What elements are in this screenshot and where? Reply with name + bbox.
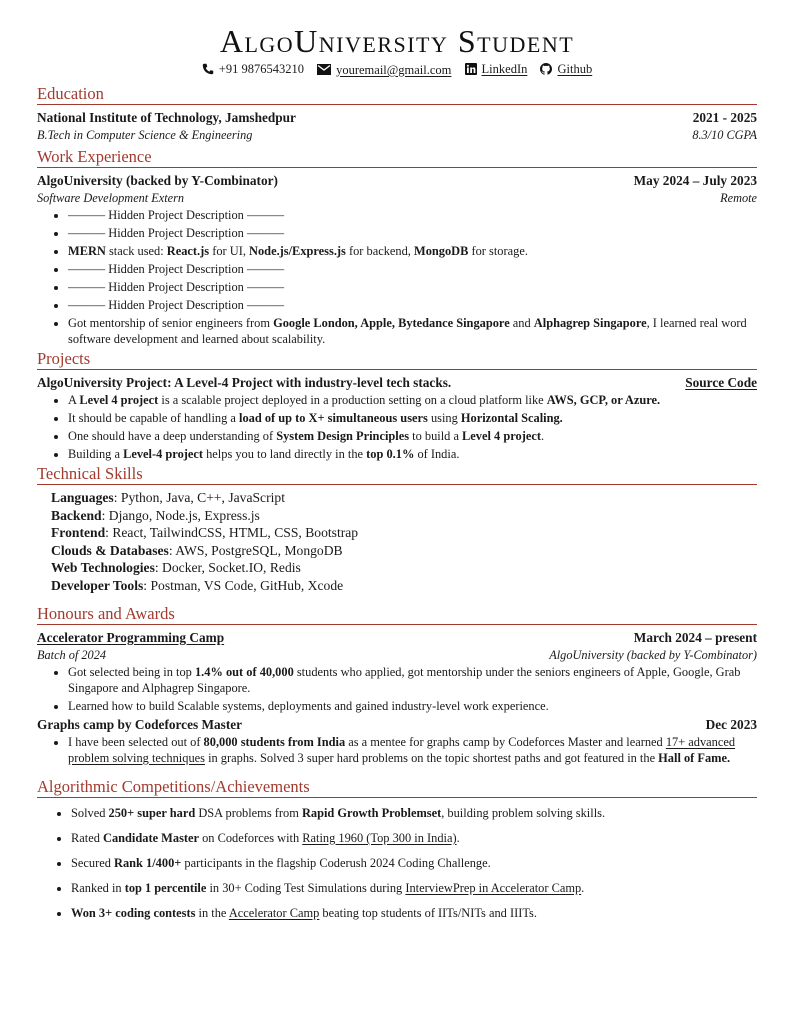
phone-icon bbox=[202, 63, 214, 75]
github-icon bbox=[540, 63, 552, 75]
text: Got mentorship of senior engineers from bbox=[68, 316, 274, 330]
bold-text: Level 4 project bbox=[79, 393, 159, 407]
bold-text: MERN bbox=[68, 244, 106, 258]
grade: 8.3/10 CGPA bbox=[692, 128, 757, 142]
list-item: • Learned how to build Scalable systems, deployments and gained industry-level work experience. bbox=[68, 698, 757, 714]
skill-value: : Python, Java, C++, JavaScript bbox=[113, 490, 285, 505]
text: of India. bbox=[414, 447, 460, 461]
skill-value: : Docker, Socket.IO, Redis bbox=[154, 560, 301, 576]
envelope-icon bbox=[317, 64, 331, 75]
bold-text: Rank 1/400+ bbox=[114, 855, 182, 870]
list-item: • ——— Hidden Project Description ——— bbox=[68, 261, 757, 277]
text: using bbox=[427, 411, 461, 425]
section-title: Education bbox=[37, 85, 757, 105]
candidate-name: AlgoUniversity Student bbox=[219, 23, 575, 59]
text: Got selected being in top bbox=[68, 664, 195, 679]
role: Software Development Extern bbox=[37, 191, 185, 205]
skill-row bbox=[51, 577, 757, 595]
bold-text: MongoDB bbox=[414, 244, 469, 258]
text: helps you to land directly in the bbox=[203, 447, 367, 461]
skill-row bbox=[51, 489, 757, 507]
text: students who applied, got mentorship under the seniors engineers of Apple, Google, Grab Singapore and Alphagrep Singapore. bbox=[68, 664, 741, 695]
algo-bullets bbox=[37, 802, 757, 921]
techniques-link[interactable]: 17+ advanced problem solving techniques bbox=[68, 734, 736, 765]
skill-row bbox=[51, 524, 757, 542]
list-item bbox=[71, 855, 757, 871]
bold-text: top 0.1% bbox=[366, 447, 415, 461]
text: in graphs. Solved 3 super hard problems on the topic shortest paths and got featured in the bbox=[204, 750, 659, 765]
bold-text: top 1 percentile bbox=[124, 880, 207, 895]
bold-text: System Design Principles bbox=[276, 429, 410, 443]
text: and bbox=[509, 316, 534, 330]
text: , I learned real word software development and learned about scalability. bbox=[68, 316, 747, 346]
section-title: Algorithmic Competitions/Achievements bbox=[37, 778, 757, 798]
list-item: • ——— Hidden Project Description ——— bbox=[68, 225, 757, 241]
linkedin-contact[interactable] bbox=[465, 61, 528, 77]
bold-text: Level 4 project bbox=[462, 429, 541, 443]
interviewprep-link[interactable]: InterviewPrep in Accelerator Camp bbox=[405, 880, 582, 895]
source-code-link[interactable]: Source Code bbox=[685, 375, 757, 390]
skills-list bbox=[37, 489, 757, 595]
phone-number: +91 9876543210 bbox=[218, 62, 304, 76]
projects-section bbox=[37, 350, 757, 462]
algo-section bbox=[37, 778, 757, 921]
text: One should have a deep understanding of bbox=[68, 429, 277, 443]
education-section bbox=[37, 85, 757, 144]
honours-section bbox=[37, 605, 757, 766]
text: in the bbox=[195, 905, 229, 920]
school-name: National Institute of Technology, Jamshedpur bbox=[37, 110, 296, 125]
camp-dates: March 2024 – present bbox=[633, 629, 757, 645]
linkedin-link[interactable]: LinkedIn bbox=[481, 62, 528, 76]
bold-text: Horizontal Scaling. bbox=[460, 411, 563, 425]
graphs-camp-date: Dec 2023 bbox=[705, 716, 757, 732]
bold-text: load of up to X+ simultaneous users bbox=[239, 411, 428, 425]
text: Building a bbox=[68, 447, 124, 461]
project-name: AlgoUniversity Project: A Level-4 Project with industry-level tech stacks. bbox=[37, 375, 452, 390]
github-link[interactable]: Github bbox=[557, 62, 593, 76]
linkedin-icon bbox=[465, 63, 477, 75]
list-item bbox=[68, 315, 757, 347]
list-item bbox=[68, 734, 757, 766]
bold-text: Won 3+ coding contests bbox=[71, 905, 196, 920]
bold-text: Level-4 project bbox=[123, 447, 204, 461]
list-item bbox=[68, 410, 757, 426]
list-item bbox=[71, 880, 757, 896]
text: Secured bbox=[71, 855, 115, 870]
education-years: 2021 - 2025 bbox=[692, 110, 757, 125]
text: in 30+ Coding Test Simulations during bbox=[206, 880, 406, 895]
camp-bullets bbox=[37, 664, 757, 714]
text: for backend, bbox=[345, 244, 414, 258]
text: . bbox=[581, 880, 585, 895]
degree: B.Tech in Computer Science & Engineering bbox=[37, 128, 253, 142]
text: for storage. bbox=[468, 244, 528, 258]
text: Solved bbox=[71, 805, 109, 820]
list-item: • ——— Hidden Project Description ——— bbox=[68, 207, 757, 223]
skill-label: Backend bbox=[51, 507, 102, 523]
text: on Codeforces with bbox=[199, 830, 303, 845]
text: participants in the flagship Coderush 2024 Coding Challenge. bbox=[181, 855, 491, 870]
skill-value: : Django, Node.js, Express.js bbox=[101, 507, 260, 523]
section-title: Projects bbox=[37, 350, 757, 370]
skill-row bbox=[51, 559, 757, 577]
email-contact[interactable] bbox=[317, 62, 451, 78]
accelerator-camp-link[interactable]: Accelerator Camp bbox=[228, 905, 320, 920]
graphs-camp-name: Graphs camp by Codeforces Master bbox=[37, 716, 243, 732]
skill-label: Developer Tools bbox=[51, 577, 144, 593]
bold-text: Google London, Apple, Bytedance Singapore bbox=[273, 316, 510, 330]
bold-text: Rapid Growth Problemset bbox=[301, 805, 442, 820]
bold-text: AWS, GCP, or Azure. bbox=[546, 393, 661, 407]
skills-section bbox=[37, 465, 757, 595]
rating-link[interactable]: Rating 1960 (Top 300 in India) bbox=[302, 830, 457, 845]
skill-label: Clouds & Databases bbox=[51, 542, 169, 558]
text: to build a bbox=[409, 429, 463, 443]
resume-page bbox=[37, 22, 757, 930]
skill-value: : React, TailwindCSS, HTML, CSS, Bootstrap bbox=[105, 525, 359, 541]
skill-label: Languages bbox=[51, 490, 114, 505]
bold-text: 80,000 students from India bbox=[203, 734, 346, 749]
list-item bbox=[68, 392, 757, 408]
bold-text: 250+ super hard bbox=[108, 805, 196, 820]
work-dates: May 2024 – July 2023 bbox=[633, 173, 757, 188]
skill-label: Web Technologies bbox=[51, 560, 155, 576]
list-item bbox=[71, 905, 757, 921]
camp-org: AlgoUniversity (backed by Y-Combinator) bbox=[549, 647, 757, 662]
graphs-bullets bbox=[37, 734, 757, 766]
camp-name[interactable]: Accelerator Programming Camp bbox=[37, 629, 225, 645]
github-contact[interactable] bbox=[540, 61, 592, 77]
bold-text: React.js bbox=[166, 244, 210, 258]
work-bullets bbox=[37, 207, 757, 347]
bold-text: Node.js/Express.js bbox=[249, 244, 346, 258]
location: Remote bbox=[720, 191, 757, 205]
contact-bar bbox=[37, 61, 757, 79]
bold-text: Alphagrep Singapore bbox=[533, 316, 647, 330]
list-item bbox=[68, 428, 757, 444]
skill-row bbox=[51, 542, 757, 560]
skill-value: : Postman, VS Code, GitHub, Xcode bbox=[143, 577, 344, 593]
text: Rated bbox=[71, 830, 103, 845]
text: I have been selected out of bbox=[68, 734, 204, 749]
list-item bbox=[68, 664, 757, 696]
skill-value: : AWS, PostgreSQL, MongoDB bbox=[168, 542, 343, 558]
list-item bbox=[71, 830, 757, 846]
text: . bbox=[456, 830, 460, 845]
list-item bbox=[68, 243, 757, 259]
text: . bbox=[540, 429, 545, 443]
text: as a mentee for graphs camp by Codeforces Master and learned bbox=[345, 734, 666, 749]
text: is a scalable project deployed in a production setting on a cloud platform like bbox=[158, 393, 547, 407]
camp-batch: Batch of 2024 bbox=[37, 647, 106, 662]
bold-text: Candidate Master bbox=[103, 830, 200, 845]
list-item: • ——— Hidden Project Description ——— bbox=[68, 279, 757, 295]
section-title: Work Experience bbox=[37, 148, 757, 168]
list-item bbox=[71, 805, 757, 821]
text: It should be capable of handling a bbox=[68, 411, 240, 425]
text: , building problem solving skills. bbox=[441, 805, 606, 820]
company-name: AlgoUniversity (backed by Y-Combinator) bbox=[37, 173, 278, 188]
text: Ranked in bbox=[71, 880, 125, 895]
email-link[interactable]: youremail@gmail.com bbox=[336, 62, 452, 77]
bold-text: Hall of Fame. bbox=[658, 750, 731, 765]
list-item: • ——— Hidden Project Description ——— bbox=[68, 297, 757, 313]
text: for UI, bbox=[209, 244, 250, 258]
section-title: Honours and Awards bbox=[37, 605, 757, 625]
text: DSA problems from bbox=[195, 805, 302, 820]
work-section bbox=[37, 148, 757, 347]
text: stack used: bbox=[105, 244, 167, 258]
bold-text: 1.4% out of 40,000 bbox=[194, 664, 294, 679]
skill-row bbox=[51, 507, 757, 525]
section-title: Technical Skills bbox=[37, 465, 757, 485]
phone-contact[interactable] bbox=[202, 61, 304, 77]
skill-label: Frontend bbox=[51, 525, 106, 541]
project-bullets bbox=[37, 392, 757, 462]
list-item bbox=[68, 446, 757, 462]
text: beating top students of IITs/NITs and IIITs. bbox=[319, 905, 537, 920]
text: A bbox=[68, 393, 80, 407]
